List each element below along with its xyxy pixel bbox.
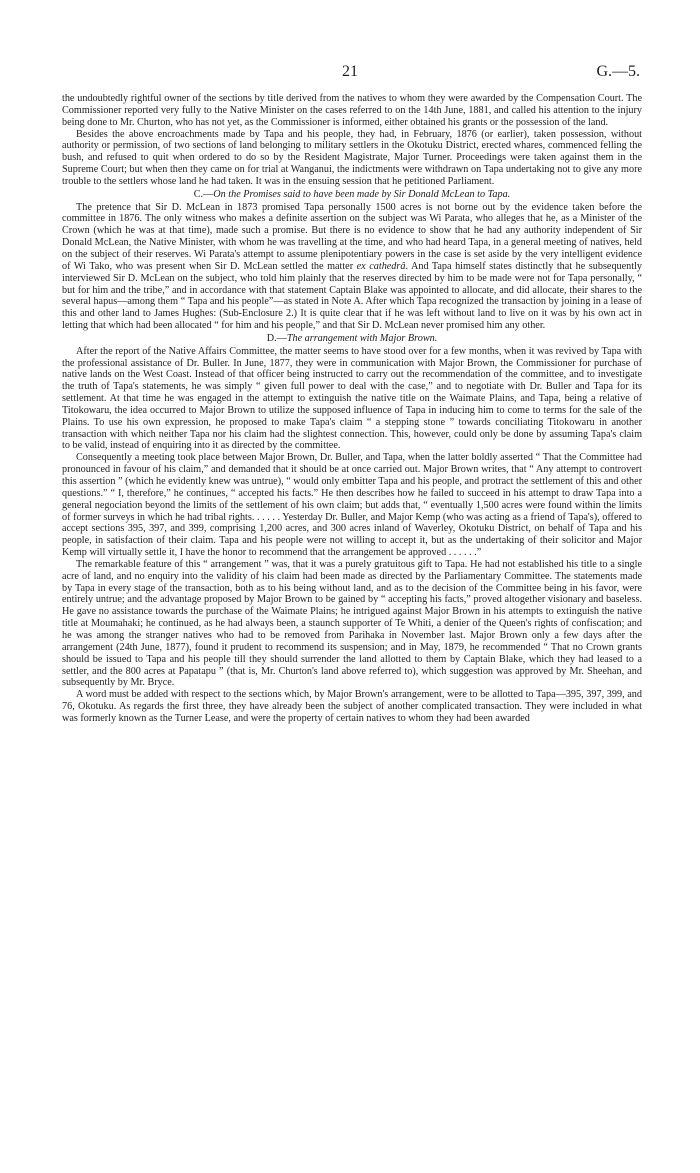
document-body bbox=[62, 93, 642, 725]
paragraph: A word must be added with respect to the sections which, by Major Brown's arrangement, were to be allotted to Tapa—395, 397, 399, and 76, Okotuku. As regards the first three, they have already been the subject of another complicated transaction. They were included in what was formerly known as the Turner Lease, and were the property of certain natives to whom they had been awarded bbox=[62, 689, 642, 724]
paragraph: After the report of the Native Affairs Committee, the matter seems to have stood over for a few months, when it was revived by Tapa with the professional assistance of Dr. Buller. In June, 1877, they were in communication with Major Brown, the Commissioner for purchase of native lands on the West Coast. Instead of that officer being instructed to carry out the recommendation of the committee, and to investigate the truth of Tapa's statements, he was simply “ given full power to deal with the case,” and to negotiate with Dr. Buller and Tapa for its settlement. At that time he was engaged in the attempt to extinguish the native title on the Waimate Plains, and Tapa, being a relative of Titokowaru, the idea occurred to Major Brown to utilize the supposed influence of Tapa in inducing him to come to terms for the sale of the Plains. To use his own expression, he proposed to make Tapa's claim “ a stepping stone ” towards conciliating Titokowaru in another transaction with which neither Tapa nor his claim had the slightest connection. This, however, could only be done by assuming Tapa's claim to be valid, instead of enquiring into it as directed by the committee. bbox=[62, 345, 642, 452]
section-c-heading-lead: C.— bbox=[193, 188, 214, 200]
paragraph: Besides the above encroachments made by Tapa and his people, they had, in February, 1876 (or earlier), taken possession, without authority or permission, of two sections of land belonging to military settlers in the Okotuku District, erected whares, commenced felling the bush, and refused to quit when ordered to do so by the Resident Magistrate, Major Turner. Proceedings were taken against them in the Supreme Court; but when then they came on for trial at Wanganui, the indictments were withdrawn on Tapa undertaking not to give any more trouble to the settlers whose land he had taken. It was in the ensuing session that he petitioned Parliament. bbox=[62, 128, 642, 187]
section-c-heading-title: On the Promises said to have been made by Sir Donald McLean to Tapa. bbox=[213, 188, 511, 200]
paragraph: The remarkable feature of this “ arrangement ” was, that it was a purely gratuitous gift to Tapa. He had not established his title to a single acre of land, and no enquiry into the validity of his claim had been made as directed by the Parliamentary Committee. The statements made by Tapa in every stage of the transaction, both as to his being without land, and as to the decision of the Committee being in his favor, were entirely untrue; and the advantage proposed by Major Brown to be gained by “ accepting his facts,” proved altogether visionary and baseless. He gave no assistance towards the purchase of the Waimate Plains; he intrigued against Major Brown in his attempts to extinguish the native title at Moumahaki; he continued, as he had always been, a staunch supporter of Te Whiti, a denier of the Queen's rights of confiscation; and he was among the stranger natives who had to be removed from Parihaka in November last. Major Brown only a few days after the arrangement (24th June, 1877), found it prudent to recommend its suspension; and in May, 1879, he recommended “ That no Crown grants should be issued to Tapa and his people till they should surrender the land allotted to them by Captain Blake, which they had leased to a settler, and the 800 acres at Papatapu ” (that is, Mr. Churton's land above referred to), which suggestion was approved by Mr. Sheehan, and subsequently by Mr. Bryce. bbox=[62, 558, 642, 689]
section-c-text-part-2: . And Tapa himself states distinctly that he subsequently interviewed Sir D. McLean on the subject, who told him plainly that the reserves directed by him to be made were not for Tapa personally, “ but for him and the tribe,” and in accordance with that statement Captain Blake was appointed to allocate, and did allocate, their shares to the several hapus—among them “ Tapa and his people”—as stated in Note A. After which Tapa recognized the transaction by joining in a lease of this and other land to James Hughes: (Sub-Enclosure 2.) It is quite clear that if he was left without land to live on it was by his own act in letting that which had been allocated “ for him and his people,” and that Sir D. McLean never promised him any other. bbox=[62, 260, 643, 332]
section-d-heading-title: The arrangement with Major Brown. bbox=[286, 332, 438, 344]
section-c-text-part-1: The pretence that Sir D. McLean in 1873 promised Tapa personally 1500 acres is not borne out by the evidence taken before the committee in 1876. The only witness who makes a definite assertion on the subject was Wi Parata, who alleges that he, as a Minister of the Crown (which he was at that time), made such a promise. But there is no evidence to show that he had any authority independent of Sir Donald McLean, the Native Minister, with whom he was travelling at the time, and who had heard Tapa, in a general meeting of natives, held on the subject of their reserves. Wi Parata's attempt to assume plenipotentiary powers in the case is set aside by the very intelligent evidence of Wi Tako, who was present when Sir D. McLean settled the matter bbox=[62, 201, 642, 272]
page-number: 21 bbox=[342, 63, 358, 80]
document-code: G.—5. bbox=[596, 63, 640, 80]
section-d-heading bbox=[62, 333, 642, 345]
paragraph bbox=[62, 202, 642, 332]
section-d-heading-lead: D.— bbox=[266, 332, 287, 344]
paragraph: the undoubtedly rightful owner of the sections by title derived from the natives to whom they were awarded by the Compensation Court. The Commissioner reported very fully to the Native Minister on the cases referred to on the 14th June, 1881, and called his attention to the injury being done to Mr. Churton, who has not yet, as the Commissioner is informed, either obtained his grants or the possession of the land. bbox=[62, 93, 642, 128]
section-c-italic-phrase: ex cathedrâ bbox=[356, 260, 406, 272]
section-c-heading bbox=[62, 189, 642, 201]
paragraph: Consequently a meeting took place between Major Brown, Dr. Buller, and Tapa, when the latter boldly asserted “ That the Committee had pronounced in favour of his claim,” and demanded that it should be at once carried out. Major Brown writes, that “ Any attempt to controvert this assertion ” (which he evidently knew was untrue), “ would only embitter Tapa and his people, and protract the settlement of this and other questions.” “ I, therefore,” he continues, “ accepted his facts.” He then describes how he failed to succeed in his attempt to draw Tapa into a general negociation beyond the limits of the settlement of his own claim; but adds that, “ eventually 1,500 acres were found within the limits of former surveys in which he had tribal rights. . . . . . Yesterday Dr. Buller, and Major Kemp (who was acting as a friend of Tapa's), offered to accept sections 395, 397, and 399, comprising 1,200 acres, and 300 acres inland of Waverley, Okotuku District, on behalf of Tapa and his people, in satisfaction of their claim. Tapa and his people were not willing to accept it, but as the undertaking of their solicitor and Major Kemp will virtually settle it, I have the honor to recommend that the arrangement be approved . . . . . .” bbox=[62, 452, 642, 559]
